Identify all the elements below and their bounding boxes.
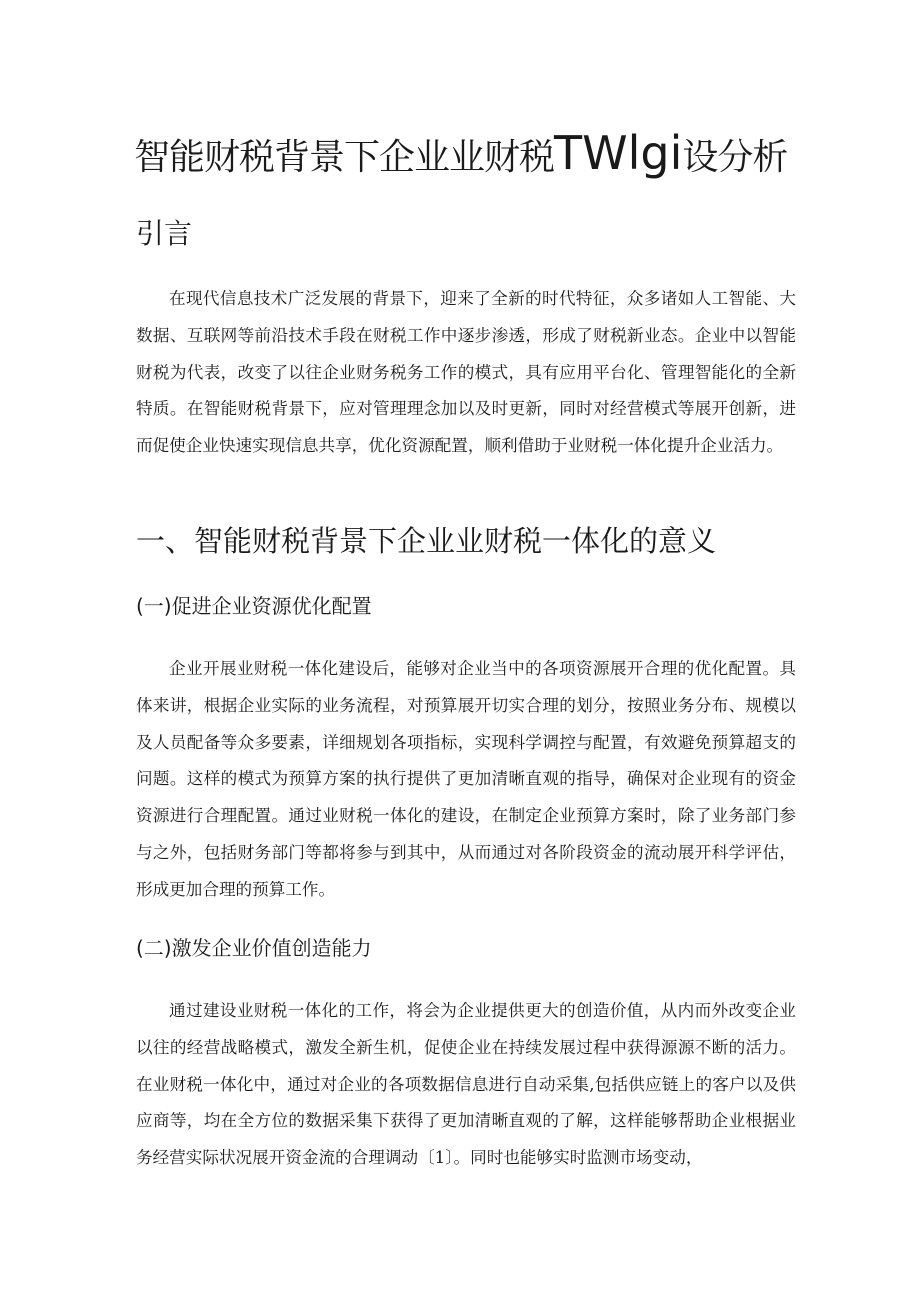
- subsection2-paragraph: 通过建设业财税一体化的工作，将会为企业提供更大的创造价值，从内而外改变企业以往的经营战略模式，激发全新生机，促使企业在持续发展过程中获得源源不断的活力。在业财税一体化中，通过对企业的各项数据信息进行自动采集,包括供应链上的客户以及供应商等，均在全方位的数据采集下获得了更加清晰直观的了解，这样能够帮助企业根据业务经营实际状况展开资金流的合理调动〔1〕。同时也能够实时监测市场变动，: [136, 1001, 796, 1168]
- subsection1-paragraph: 企业开展业财税一体化建设后，能够对企业当中的各项资源展开合理的优化配置。具体来讲，根据企业实际的业务流程，对预算展开切实合理的划分，按照业务分布、规模以及人员配备等众多要素，详细规划各项指标，实现科学调控与配置，有效避免预算超支的问题。这样的模式为预算方案的执行提供了更加清晰直观的指导，确保对企业现有的资金资源进行合理配置。通过业财税一体化的建设，在制定企业预算方案时，除了业务部门参与之外，包括财务部门等都将参与到其中，从而通过对各阶段资金的流动展开科学评估，形成更加合理的预算工作。: [136, 659, 796, 899]
- intro-heading: 引言: [136, 217, 193, 250]
- subsection2-heading: (二)激发企业价值创造能力: [136, 936, 372, 960]
- title-text-part3: 设分析: [682, 137, 788, 178]
- title-text-part2: TWlgi: [554, 126, 683, 180]
- section1-heading: 一、智能财税背景下企业业财税一体化的意义: [136, 524, 717, 558]
- intro-paragraph: 在现代信息技术广泛发展的背景下，迎来了全新的时代特征，众多诸如人工智能、大数据、互联网等前沿技术手段在财税工作中逐步渗透，形成了财税新业态。企业中以智能财税为代表，改变了以往企业财务税务工作的模式，具有应用平台化、管理智能化的全新特质。在智能财税背景下，应对管理理念加以及时更新，同时对经营模式等展开创新，进而促使企业快速实现信息共享，优化资源配置，顺利借助于业财税一体化提升企业活力。: [136, 289, 796, 456]
- title-text-part1: 智能财税背景下企业业财税: [134, 137, 555, 178]
- subsection1-heading: (一)促进企业资源优化配置: [136, 594, 372, 618]
- document-title: [134, 124, 814, 187]
